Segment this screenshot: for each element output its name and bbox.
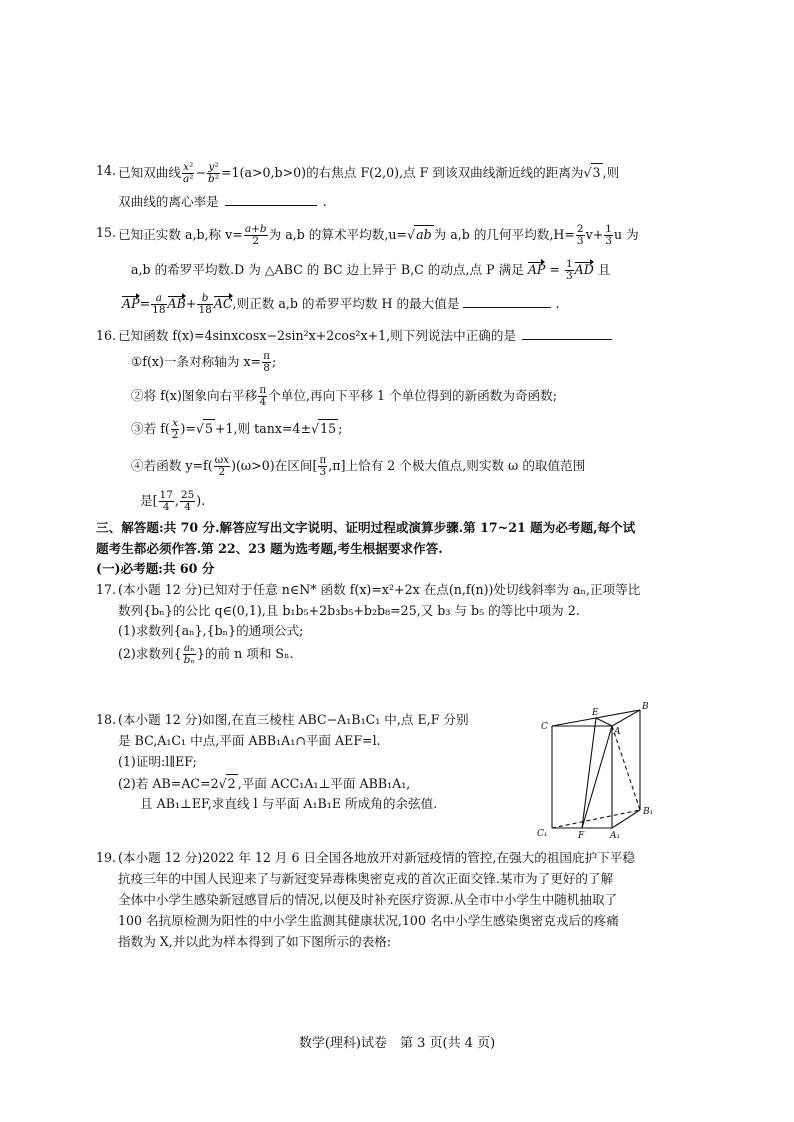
q14-frac-x: $\frac{\text{x²}}{\text{a²}}$ [182, 161, 194, 185]
q18-sqrt-2: 2 [227, 776, 236, 791]
q18-line1: (本小题 12 分)如图,在直三棱柱 ABC−A₁B₁C₁ 中,点 E,F 分别 [118, 712, 469, 727]
q16-frac-wx-2: $\frac{\omega x}{2}$ [214, 454, 230, 478]
section-3-sub: (一)必考题:共 60 分 [96, 561, 215, 576]
q16-frac-25-4: $\frac{25}{4}$ [180, 489, 195, 513]
q15-vec-ap: AP [527, 262, 546, 277]
q15-text-3: 为 a,b 的几何平均数,H= [433, 227, 575, 242]
q15-text-6: a,b 的希罗平均数.D 为 △ABC 的 BC 边上异于 B,C 的动点,点 P 满足 [131, 262, 524, 277]
q16-frac-pi-8: $\frac{\pi}{8}$ [263, 350, 271, 374]
q15-line1: 已知正实数 a,b,称 v= $\frac{a+b}{2}$ 为 a,b 的算术平均数,u=√ab 为 a,b 的几何平均数,H= $\frac{2}{3}$ v+ $\frac{1}{3}$ u 为 [118, 223, 639, 247]
q14-line2 [118, 193, 327, 211]
q16-o1-text: ①f(x)一条对称轴为 x= [131, 354, 262, 369]
q16-frac-pi-4: $\frac{\pi}{4}$ [259, 384, 267, 408]
q14-sqrt-sign: √ [583, 165, 592, 180]
q14-condition: =1(a>0,b>0)的右焦点 F(2,0),点 F 到该双曲线渐近线的距离为 [220, 165, 584, 180]
q15-line3 [122, 293, 559, 316]
q15-frac-a-18: $\frac{a}{18}$ [152, 292, 166, 316]
label-b1: B₁ [643, 807, 654, 817]
segment-ef [582, 718, 596, 828]
label-a1: A₁ [610, 831, 621, 840]
q15-text-2: 为 a,b 的算术平均数,u= [268, 227, 408, 242]
label-a: A [614, 727, 621, 737]
q19-line5: 指数为 X,并以此为样本得到了如下图所示的表格: [118, 934, 392, 949]
q16-o4-mid: )(ω>0)在区间[ [231, 458, 318, 473]
segment-ea [596, 718, 612, 726]
q16-stem [118, 327, 612, 345]
q18-p2-text: (2)若 AB=AC=2 [118, 776, 219, 791]
label-c1: C₁ [537, 829, 548, 839]
q19-line4: 100 名抗原检测为阳性的中小学生监测其健康状况,100 名中小学生感染奥密克戎后的疼痛 [118, 913, 619, 928]
q17-p2-text: (2)求数列{ [118, 646, 182, 661]
q16-sqrt-5: 5 [204, 421, 213, 436]
q15-line2: a,b 的希罗平均数.D 为 △ABC 的 BC 边上异于 B,C 的动点,点 P 满足 AP = $\frac{1}{3}$ AD 且 [131, 258, 611, 282]
q17-part2 [118, 643, 294, 666]
q15-text-7: 且 [597, 262, 611, 277]
q15-frac-1-3: $\frac{1}{3}$ [605, 223, 612, 247]
q16-answer-blank[interactable] [522, 327, 612, 340]
q16-option-2 [131, 385, 557, 408]
q15-frac-1-3b: $\frac{1}{3}$ [565, 258, 573, 282]
q16-o4-text: ④若函数 y=f( [131, 458, 213, 473]
label-c: C [541, 722, 548, 732]
q14-number: 14. [96, 163, 117, 178]
q15-vec-ab: AB [167, 296, 186, 311]
q16-option-4 [131, 455, 585, 478]
q18-line2: 是 BC,A₁C₁ 中点,平面 ABB₁A₁∩平面 AEF=l. [118, 733, 381, 748]
q14-sqrt: 3 [592, 165, 601, 180]
q15-frac-arith: $\frac{a+b}{2}$ [244, 223, 267, 247]
q15-number: 15. [96, 225, 117, 240]
q15-text-5: u 为 [613, 227, 639, 242]
q15-vec-ac: AC [213, 296, 233, 311]
q16-frac-pi-3: $\frac{\pi}{3}$ [319, 454, 327, 478]
q19-line2: 抗疫三年的中国人民迎来了与新冠变异毒株奥密克戎的首次正面交锋.某市为了更好的了解 [118, 871, 614, 886]
q16-option-1 [131, 351, 276, 374]
q18-part2-cont: 且 AB₁⊥EF,求直线 l 与平面 A₁B₁E 所成角的余弦值. [140, 796, 438, 811]
q16-o3-text: ③若 f( [131, 421, 170, 436]
q15-sqrt-ab: ab [416, 227, 432, 242]
q16-o1-end: ; [272, 354, 277, 369]
section-3-heading-cont: 题考生都必须作答.第 22、23 题为选考题,考生根据要求作答. [96, 541, 443, 556]
q16-sqrt-15: 15 [320, 421, 337, 436]
q16-o2-end: 个单位,再向下平移 1 个单位得到的新函数为奇函数; [268, 388, 557, 403]
q15-vec-ap2: AP [122, 296, 140, 311]
q14-end: . [322, 194, 327, 209]
q17-line1: (本小题 12 分)已知对于任意 n∈N* 函数 f(x)=x²+2x 在点(n,f(n))处切线斜率为 aₙ,正项等比 [118, 582, 641, 597]
q15-eq: = [139, 296, 151, 311]
q16-o4-end: ,π]上恰有 2 个极大值点,则实数 ω 的取值范围 [328, 458, 586, 473]
q16-o3-eq: )= [180, 421, 196, 436]
q16-o4-range-start: 是[ [140, 493, 158, 508]
q19-line1: (本小题 12 分)2022 年 12 月 6 日全国各地放开对新冠疫情的管控,在强大的祖国庇护下平稳 [118, 850, 635, 865]
segment-ab1-hidden [612, 726, 640, 810]
q16-frac-x-2: $\frac{x}{2}$ [171, 417, 179, 441]
q14-text: 已知双曲线 [118, 165, 181, 180]
prism-figure [530, 700, 660, 840]
q18-part1: (1)证明:l∥EF; [118, 754, 197, 769]
q17-part1: (1)求数列{aₙ},{bₙ}的通项公式; [118, 623, 304, 638]
q15-plus: + [185, 296, 197, 311]
q15-vec-ad: AD [574, 262, 594, 277]
q19-number: 19. [96, 850, 117, 865]
q17-frac-an-bn: $\frac{\text{aₙ}}{\text{bₙ}}$ [183, 642, 195, 666]
q15-answer-blank[interactable] [463, 295, 551, 308]
q14-text-b: ,则 [602, 165, 620, 180]
label-f: F [578, 831, 585, 840]
q15-frac-2-3: $\frac{2}{3}$ [576, 223, 584, 247]
q16-o3-end: ; [338, 421, 343, 436]
q17-number: 17. [96, 582, 117, 597]
q15-frac-b-18: $\frac{b}{18}$ [198, 292, 212, 316]
q14-line1: 已知双曲线 $\frac{\text{x²}}{\text{a²}}$ − $\frac{\text{y²}}{\text{b²}}$ =1(a>0,b>0)的右焦点 F(2,0),点 F 到该双曲线渐近线的距离为√3 ,则 [118, 161, 620, 185]
q14-line2-text: 双曲线的离心率是 [118, 194, 219, 209]
section-3-heading: 三、解答题:共 70 分.解答应写出文字说明、证明过程或演算步骤.第 17~21 题为必考题,每个试 [96, 520, 636, 535]
page-footer: 数学(理科)试卷 第 3 页(共 4 页) [298, 1036, 496, 1051]
q16-o4-comma: , [174, 493, 179, 508]
q18-p2-end: ,平面 ACC₁A₁⊥平面 ABB₁A₁, [237, 776, 411, 791]
q16-frac-17-4: $\frac{17}{4}$ [159, 489, 173, 513]
segment-af [582, 726, 612, 828]
edge-a1b1 [612, 810, 640, 828]
label-e: E [592, 708, 599, 718]
q16-stem-text: 已知函数 f(x)=4sinxcosx−2sin²x+2cos²x+1,则下列说法中正确的是 [118, 328, 517, 343]
q18-number: 18. [96, 712, 117, 727]
q17-p2-end: }的前 n 项和 Sₙ. [196, 646, 294, 661]
q15-end: . [555, 296, 560, 311]
q19-line3: 全体中小学生感染新冠感冒后的情况,以便及时补充医疗资源.从全市中小学生中随机抽取了 [118, 892, 618, 907]
q15-text-4: v+ [585, 227, 604, 242]
q16-option-3: ③若 f( $\frac{x}{2}$ )=√5 +1,则 tanx=4±√15 ; [131, 417, 343, 441]
q14-answer-blank[interactable] [225, 193, 317, 206]
q16-option-4-cont [140, 490, 205, 513]
q14-frac-y: $\frac{\text{y²}}{\text{b²}}$ [208, 161, 219, 185]
q18-part2: (2)若 AB=AC=2√2 ,平面 ACC₁A₁⊥平面 ABB₁A₁, [118, 776, 411, 791]
q16-o3-mid: +1,则 tanx=4± [214, 421, 312, 436]
q16-o4-range-end: ). [196, 493, 206, 508]
q15-text-8: ,则正数 a,b 的希罗平均数 H 的最大值是 [232, 296, 460, 311]
q15-text-1: 已知正实数 a,b,称 v= [118, 227, 243, 242]
q16-o2-text: ②将 f(x)图象向右平移 [131, 388, 258, 403]
label-b: B [642, 702, 649, 712]
q16-number: 16. [96, 328, 117, 343]
q17-line2: 数列{bₙ}的公比 q∈(0,1),且 b₁b₅+2b₃b₅+b₂b₈=25,又 b₃ 与 b₅ 的等比中项为 2. [118, 603, 580, 618]
